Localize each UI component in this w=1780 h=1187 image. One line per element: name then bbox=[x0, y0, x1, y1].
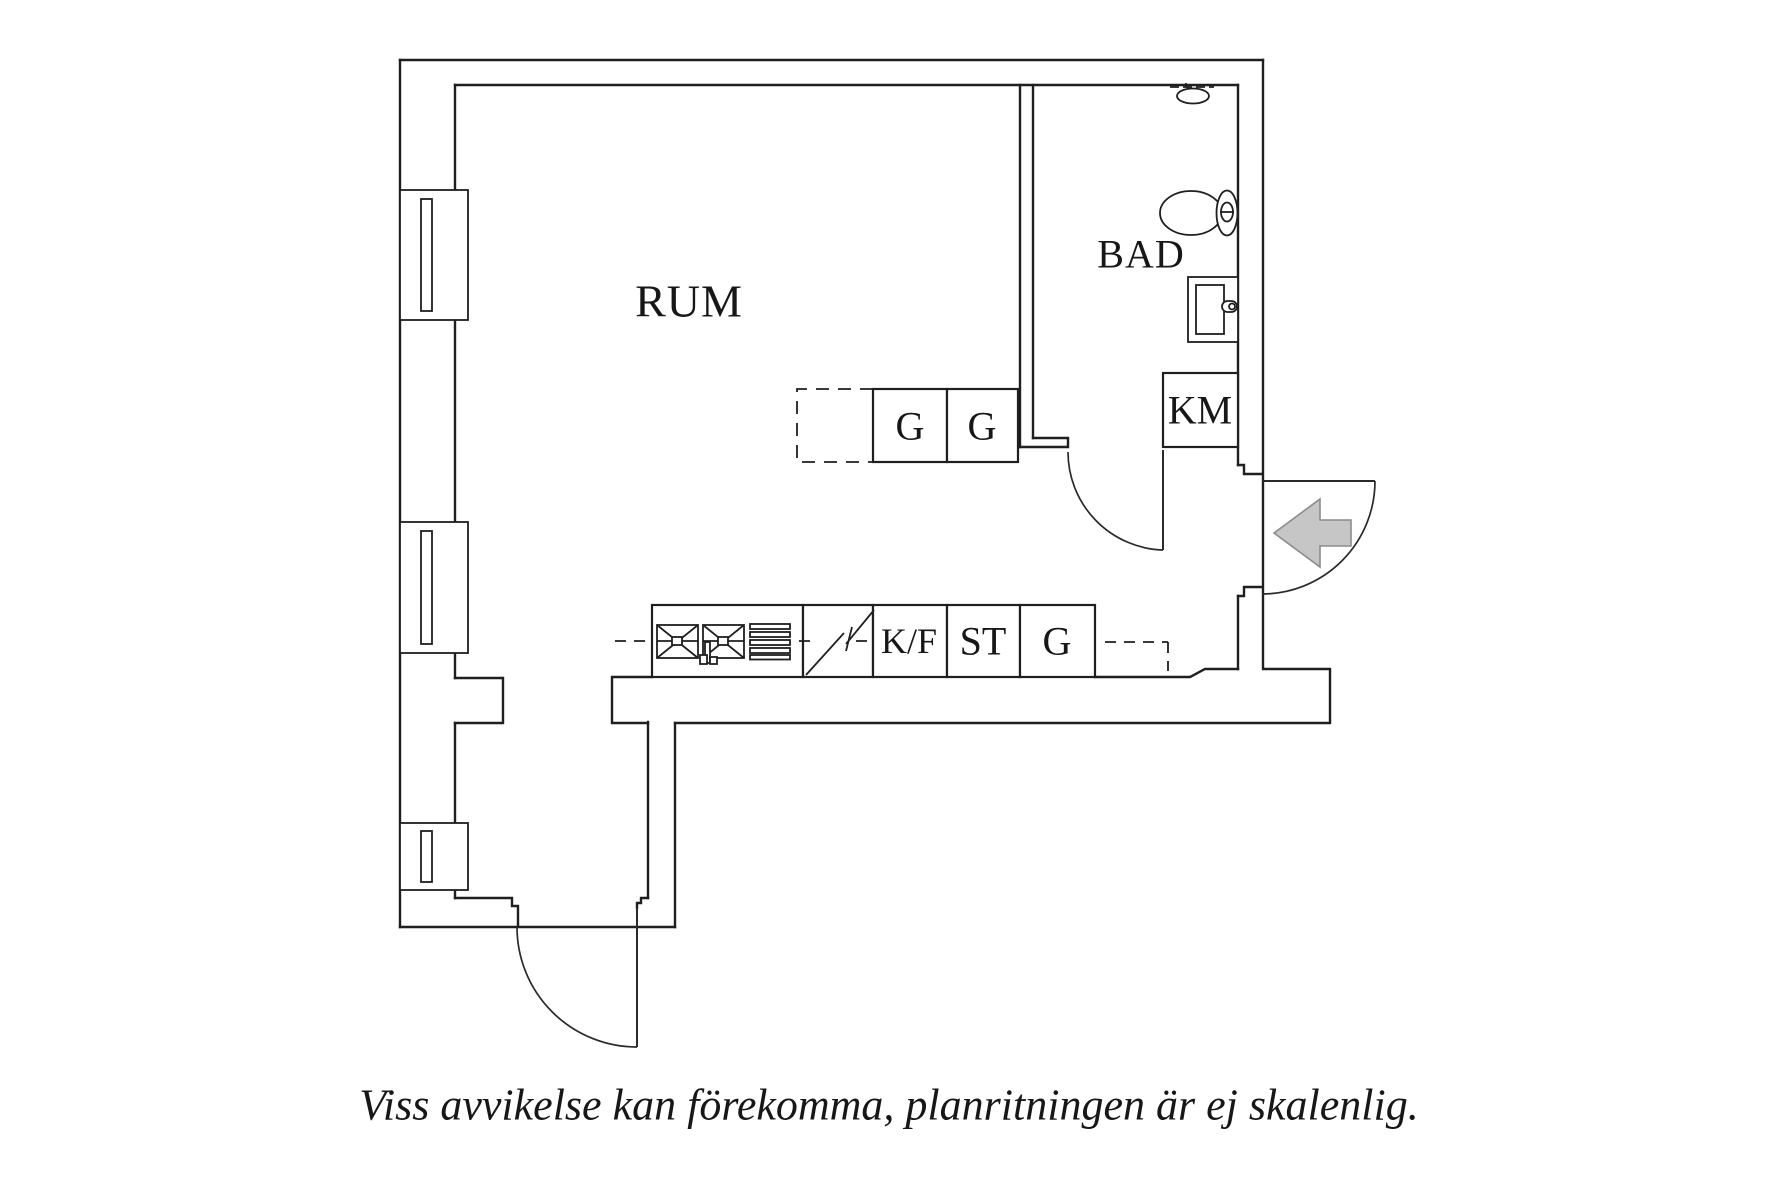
wardrobe-unit-1 bbox=[873, 389, 947, 462]
bathroom-door-arc bbox=[1068, 452, 1163, 550]
disclaimer-caption: Viss avvikelse kan förekomma, planritningen är ej skalenlig. bbox=[359, 1080, 1419, 1130]
kitchen-counter bbox=[615, 605, 1168, 677]
entry-jamb-bottom bbox=[1238, 587, 1262, 596]
entry-jamb-top bbox=[1238, 465, 1262, 474]
room-label-bad: BAD bbox=[1097, 231, 1185, 277]
bottom-door-jamb-right bbox=[637, 898, 648, 908]
window-icon bbox=[400, 522, 468, 653]
washing-machine-unit bbox=[1163, 373, 1238, 447]
room-label-rum: RUM bbox=[635, 275, 743, 327]
bottom-wall-inner bbox=[455, 898, 518, 925]
bathroom-door-jamb-stub bbox=[1020, 438, 1068, 447]
windows bbox=[400, 190, 468, 890]
kitchen-unit-label-g: G bbox=[1042, 618, 1072, 664]
wardrobe-label-2: G bbox=[967, 403, 997, 449]
lower-door bbox=[517, 908, 637, 1047]
kitchen-dashed-line-right bbox=[1105, 642, 1168, 671]
washbasin-icon bbox=[1188, 277, 1238, 342]
window-icon bbox=[400, 190, 468, 320]
wardrobe-reserved-dashed bbox=[797, 389, 873, 462]
entry-arrow-icon bbox=[1274, 499, 1351, 567]
kitchen-unit-label-st: ST bbox=[959, 618, 1007, 664]
wardrobe-unit-2 bbox=[947, 389, 1018, 462]
lower-door-arc bbox=[517, 927, 637, 1047]
kitchen-unit-label-kf: K/F bbox=[880, 621, 938, 661]
washing-machine-label: KM bbox=[1167, 387, 1233, 433]
bathroom-dividing-wall bbox=[1020, 85, 1068, 447]
exterior-walls bbox=[400, 60, 1330, 927]
wardrobe-label-1: G bbox=[895, 403, 925, 449]
window-icon bbox=[400, 823, 468, 890]
entry-door bbox=[1262, 481, 1375, 594]
left-pilaster bbox=[455, 678, 503, 723]
bathroom-door bbox=[1068, 450, 1163, 550]
toilet-icon bbox=[1160, 191, 1238, 236]
